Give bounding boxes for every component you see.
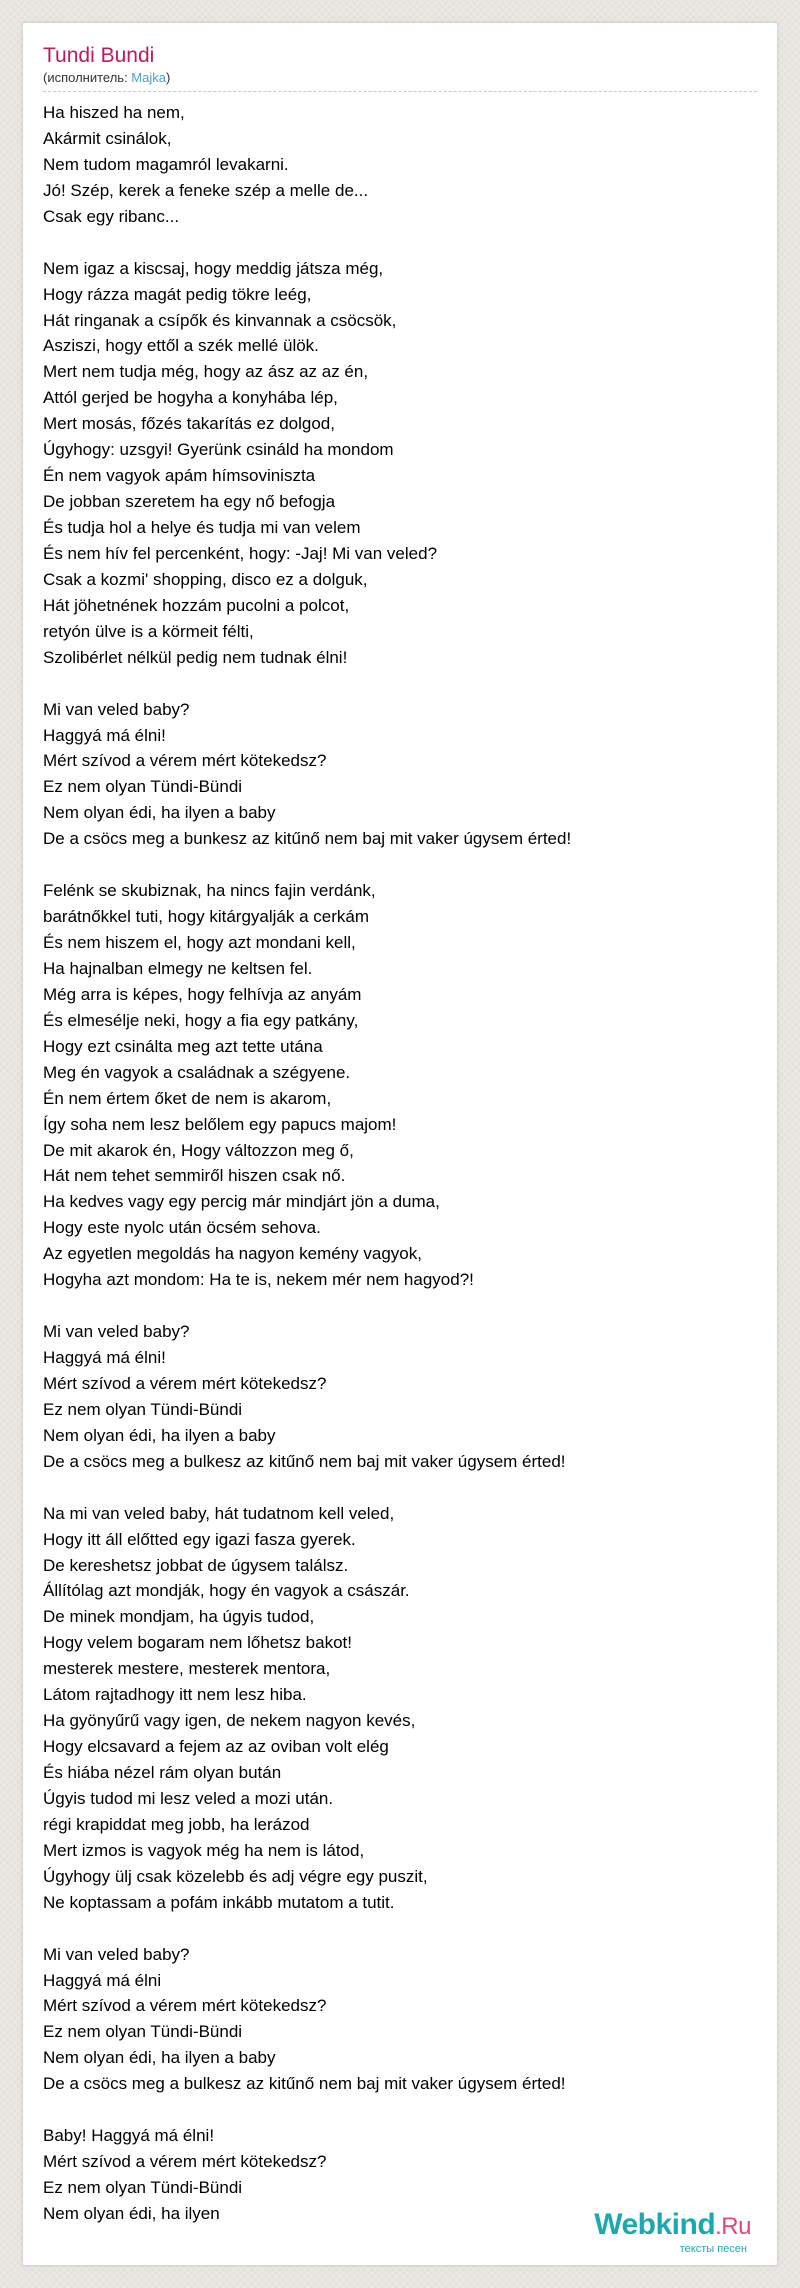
lyric-line: Úgyis tudod mi lesz veled a mozi után. <box>43 1788 334 1808</box>
lyric-line: Mért szívod a vérem mért kötekedsz? <box>43 2152 327 2172</box>
stanza-gap <box>43 1293 757 1319</box>
lyric-line: Hát jöhetnének hozzám pucolni a polcot, <box>43 595 350 615</box>
lyric-line: És nem hiszem el, hogy azt mondani kell, <box>43 933 356 952</box>
lyric-line: Csak egy ribanc... <box>43 206 180 226</box>
lyric-line: Felénk se skubiznak, ha nincs fajin verdánk, <box>43 881 376 901</box>
lyric-line: Attól gerjed be hogyha a konyhába lép, <box>43 388 338 408</box>
lyric-line: De a csöcs meg a bulkesz az kitűnő nem baj mit vaker úgysem érted! <box>43 2074 566 2094</box>
lyric-line: Én nem értem őket de nem is akarom, <box>43 1088 332 1108</box>
lyrics-body <box>43 100 757 2227</box>
lyric-line: Nem olyan édi, ha ilyen <box>43 2203 220 2223</box>
lyric-line: Mért szívod a vérem mért kötekedsz? <box>43 1996 327 2016</box>
lyric-line: Ez nem olyan Tündi-Bündi <box>43 1399 243 1419</box>
lyric-line: retyón ülve is a körmeit félti, <box>43 621 254 641</box>
lyric-line: Hát ringanak a csípők és kinvannak a csöcsök, <box>43 310 397 330</box>
lyric-line: Hogy itt áll előtted egy igazi fasza gyerek. <box>43 1529 356 1549</box>
performer-link[interactable]: Majka <box>131 70 166 85</box>
lyric-line: És nem hív fel percenként, hogy: -Jaj! Mi van veled? <box>43 543 438 563</box>
lyric-line: Nem olyan édi, ha ilyen a baby <box>43 1425 276 1445</box>
lyric-line: Csak a kozmi' shopping, disco ez a dolguk, <box>43 569 368 589</box>
lyric-line: Látom rajtadhogy itt nem lesz hiba. <box>43 1685 307 1705</box>
lyric-line: Ez nem olyan Tündi-Bündi <box>43 2022 243 2042</box>
lyric-line: Nem tudom magamról levakarni. <box>43 154 289 174</box>
lyric-line: Mért szívod a vérem mért kötekedsz? <box>43 1373 327 1393</box>
performer-line <box>43 69 757 92</box>
site-logo[interactable] <box>594 2209 751 2255</box>
lyric-line: És hiába nézel rám olyan bután <box>43 1763 282 1782</box>
lyrics-card <box>22 22 778 2266</box>
lyric-line: Az egyetlen megoldás ha nagyon kemény vagyok, <box>43 1244 422 1264</box>
lyric-line: Baby! Haggyá má élni! <box>43 2126 215 2146</box>
lyric-line: Nem olyan édi, ha ilyen a baby <box>43 2048 276 2068</box>
lyric-line: Ez nem olyan Tündi-Bündi <box>43 777 243 797</box>
lyric-line: Ha kedves vagy egy percig már mindjárt jön a duma, <box>43 1192 440 1212</box>
logo-tld: .Ru <box>715 2213 751 2240</box>
stanza-gap <box>43 2097 757 2123</box>
lyric-line: Haggyá má élni! <box>43 1348 166 1367</box>
lyric-line: De a csöcs meg a bulkesz az kitűnő nem baj mit vaker úgysem érted! <box>43 1451 566 1471</box>
lyric-line: Szolibérlet nélkül pedig nem tudnak élni! <box>43 647 348 667</box>
lyric-line: Jó! Szép, kerek a feneke szép a melle de... <box>43 180 369 200</box>
performer-suffix: ) <box>165 70 171 85</box>
stanza-gap <box>43 852 757 878</box>
lyric-line: Hát nem tehet semmiről hiszen csak nő. <box>43 1166 346 1186</box>
lyric-line: Ha hajnalban elmegy ne keltsen fel. <box>43 958 313 978</box>
lyric-line: Hogy este nyolc után öcsém sehova. <box>43 1218 321 1238</box>
lyric-line: Mért szívod a vérem mért kötekedsz? <box>43 751 327 771</box>
lyric-line: Nem igaz a kiscsaj, hogy meddig játsza még, <box>43 258 384 278</box>
performer-prefix: (исполнитель: <box>43 70 132 85</box>
lyric-line: De jobban szeretem ha egy nő befogja <box>43 492 336 512</box>
logo-tagline: тексты песен <box>679 2243 747 2255</box>
stanza-gap <box>43 671 757 697</box>
lyric-line: barátnőkkel tuti, hogy kitárgyalják a cerkám <box>43 907 369 927</box>
lyric-line: De mit akarok én, Hogy változzon meg ő, <box>43 1140 354 1160</box>
lyric-line: És elmesélje neki, hogy a fia egy patkány, <box>43 1010 359 1030</box>
lyric-line: Haggyá má élni <box>43 1970 162 1990</box>
stanza-gap <box>43 1916 757 1942</box>
lyric-line: Én nem vagyok apám hímsoviniszta <box>43 466 316 486</box>
lyric-line: Mi van veled baby? <box>43 1944 190 1964</box>
lyric-line: Mert mosás, főzés takarítás ez dolgod, <box>43 414 335 434</box>
lyric-line: Állítólag azt mondják, hogy én vagyok a császár. <box>43 1581 410 1601</box>
lyric-line: Na mi van veled baby, hát tudatnom kell veled, <box>43 1503 395 1523</box>
lyric-line: Mert izmos is vagyok még ha nem is látod, <box>43 1840 365 1860</box>
lyric-line: Mert nem tudja még, hogy az ász az az én, <box>43 362 369 382</box>
lyric-line: Akármit csinálok, <box>43 128 172 148</box>
lyric-line: De a csöcs meg a bunkesz az kitűnő nem baj mit vaker úgysem érted! <box>43 829 572 849</box>
lyric-line: Ha hiszed ha nem, <box>43 103 185 122</box>
lyric-line: Hogy velem bogaram nem lőhetsz bakot! <box>43 1633 352 1653</box>
lyric-line: Még arra is képes, hogy felhívja az anyám <box>43 984 362 1004</box>
lyric-line: Ne koptassam a pofám inkább mutatom a tutit. <box>43 1892 395 1912</box>
logo-word: Webkind <box>594 2208 716 2241</box>
lyric-line: Mi van veled baby? <box>43 1322 190 1342</box>
lyric-line: mesterek mestere, mesterek mentora, <box>43 1659 331 1679</box>
lyric-line: És tudja hol a helye és tudja mi van velem <box>43 518 361 537</box>
lyric-line: De kereshetsz jobbat de úgysem találsz. <box>43 1555 349 1575</box>
lyric-line: Úgyhogy ülj csak közelebb és adj végre egy puszit, <box>43 1866 428 1886</box>
lyric-line: De minek mondjam, ha úgyis tudod, <box>43 1607 315 1627</box>
lyric-line: Hogyha azt mondom: Ha te is, nekem mér nem hagyod?! <box>43 1270 474 1290</box>
lyric-line: Asziszi, hogy ettől a szék mellé ülök. <box>43 336 319 356</box>
lyric-line: Mi van veled baby? <box>43 699 190 719</box>
song-title: Tundi Bundi <box>43 44 155 67</box>
stanza-gap <box>43 230 757 256</box>
lyric-line: Hogy rázza magát pedig tökre leég, <box>43 284 312 304</box>
lyric-line: Így soha nem lesz belőlem egy papucs majom! <box>43 1114 397 1134</box>
lyric-line: Haggyá má élni! <box>43 725 166 745</box>
stanza-gap <box>43 1475 757 1501</box>
lyric-line: Ez nem olyan Tündi-Bündi <box>43 2178 243 2197</box>
logo-wordmark <box>594 2209 751 2243</box>
lyric-line: Úgyhogy: uzsgyi! Gyerünk csináld ha mondom <box>43 440 394 460</box>
lyric-line: Meg én vagyok a családnak a szégyene. <box>43 1062 351 1082</box>
lyric-line: Nem olyan édi, ha ilyen a baby <box>43 803 276 823</box>
lyric-line: Ha gyönyűrű vagy igen, de nekem nagyon kevés, <box>43 1711 416 1731</box>
lyric-line: Hogy elcsavard a fejem az az oviban volt elég <box>43 1737 389 1757</box>
lyric-line: Hogy ezt csinálta meg azt tette utána <box>43 1036 323 1056</box>
lyric-line: régi krapiddat meg jobb, ha lerázod <box>43 1814 310 1834</box>
